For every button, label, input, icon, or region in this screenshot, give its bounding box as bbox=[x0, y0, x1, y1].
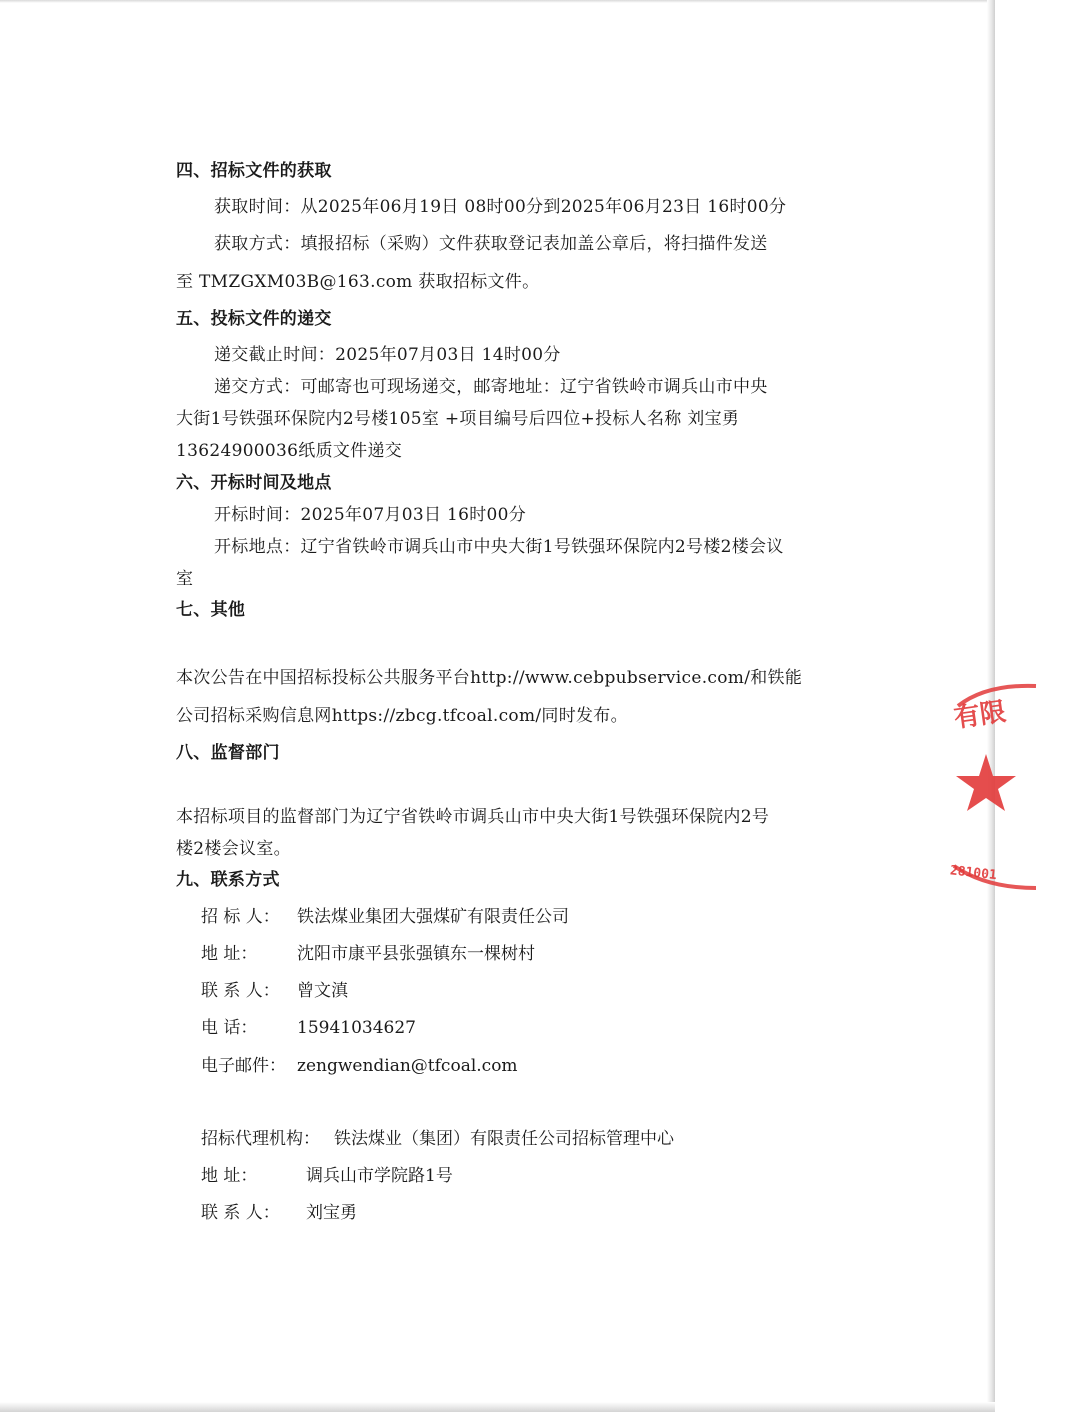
other-line-2: 公司招标采购信息网https://zbcg.tfcoal.com/同时发布。 bbox=[176, 706, 628, 726]
agency-contact-value: 刘宝勇 bbox=[306, 1203, 357, 1223]
address-value: 沈阳市康平县张强镇东一棵树村 bbox=[297, 944, 535, 964]
contact-label: 联 系 人： bbox=[201, 981, 280, 1001]
submission-method-line-3: 13624900036纸质文件递交 bbox=[176, 441, 403, 461]
submission-deadline: 递交截止时间：2025年07月03日 14时00分 bbox=[214, 345, 561, 365]
seal-text-bottom: 281001 bbox=[949, 863, 998, 884]
agency-contact-label: 联 系 人： bbox=[201, 1203, 280, 1223]
opening-place-line-2: 室 bbox=[176, 569, 194, 589]
other-line-1: 本次公告在中国招标投标公共服务平台http://www.cebpubservice.com/和铁能 bbox=[176, 668, 803, 688]
agency-value: 铁法煤业（集团）有限责任公司招标管理中心 bbox=[334, 1129, 674, 1149]
submission-method-line-1: 递交方式：可邮寄也可现场递交，邮寄地址：辽宁省铁岭市调兵山市中央 bbox=[214, 377, 768, 397]
email-row bbox=[201, 1055, 518, 1077]
section-8-heading: 八、监督部门 bbox=[176, 743, 280, 763]
contact-value: 曾文滇 bbox=[297, 981, 348, 1001]
phone-row bbox=[201, 1017, 416, 1039]
agency-address-row bbox=[201, 1165, 453, 1187]
supervision-line-1: 本招标项目的监督部门为辽宁省铁岭市调兵山市中央大街1号铁强环保院内2号 bbox=[176, 807, 770, 827]
supervision-line-2: 楼2楼会议室。 bbox=[176, 839, 291, 859]
email-label: 电子邮件： bbox=[201, 1056, 286, 1076]
agency-row bbox=[201, 1128, 674, 1150]
tenderer-row bbox=[201, 906, 569, 928]
agency-label: 招标代理机构： bbox=[201, 1129, 320, 1149]
tenderer-value: 铁法煤业集团大强煤矿有限责任公司 bbox=[297, 907, 569, 927]
acquisition-method-line-1: 获取方式：填报招标（采购）文件获取登记表加盖公章后，将扫描件发送 bbox=[214, 234, 768, 254]
seal-text-top: 有限 bbox=[952, 696, 1008, 734]
address-row bbox=[201, 943, 535, 965]
page-top-edge bbox=[0, 0, 995, 3]
seal-star-icon bbox=[956, 754, 1016, 811]
agency-contact-row bbox=[201, 1202, 357, 1224]
contact-row bbox=[201, 980, 348, 1002]
email-value: zengwendian@tfcoal.com bbox=[297, 1056, 518, 1076]
section-9-heading: 九、联系方式 bbox=[176, 870, 280, 890]
acquisition-method-line-2: 至 TMZGXM03B@163.com 获取招标文件。 bbox=[176, 272, 540, 292]
acquisition-time: 获取时间：从2025年06月19日 08时00分到2025年06月23日 16时00分 bbox=[214, 197, 787, 217]
section-5-heading: 五、投标文件的递交 bbox=[176, 309, 332, 329]
page-bottom-edge bbox=[0, 1402, 995, 1412]
phone-value: 15941034627 bbox=[297, 1018, 416, 1038]
company-seal-stamp bbox=[946, 676, 1066, 896]
section-6-heading: 六、开标时间及地点 bbox=[176, 473, 332, 493]
phone-label: 电 话： bbox=[201, 1018, 258, 1038]
section-7-heading: 七、其他 bbox=[176, 600, 246, 620]
opening-place-line-1: 开标地点：辽宁省铁岭市调兵山市中央大街1号铁强环保院内2号楼2楼会议 bbox=[214, 537, 784, 557]
tenderer-label: 招 标 人： bbox=[201, 907, 280, 927]
opening-time: 开标时间：2025年07月03日 16时00分 bbox=[214, 505, 527, 525]
agency-address-value: 调兵山市学院路1号 bbox=[306, 1166, 453, 1186]
agency-address-label: 地 址： bbox=[201, 1166, 258, 1186]
address-label: 地 址： bbox=[201, 944, 258, 964]
section-4-heading: 四、招标文件的获取 bbox=[176, 161, 332, 181]
submission-method-line-2: 大街1号铁强环保院内2号楼105室 +项目编号后四位+投标人名称 刘宝勇 bbox=[176, 409, 740, 429]
